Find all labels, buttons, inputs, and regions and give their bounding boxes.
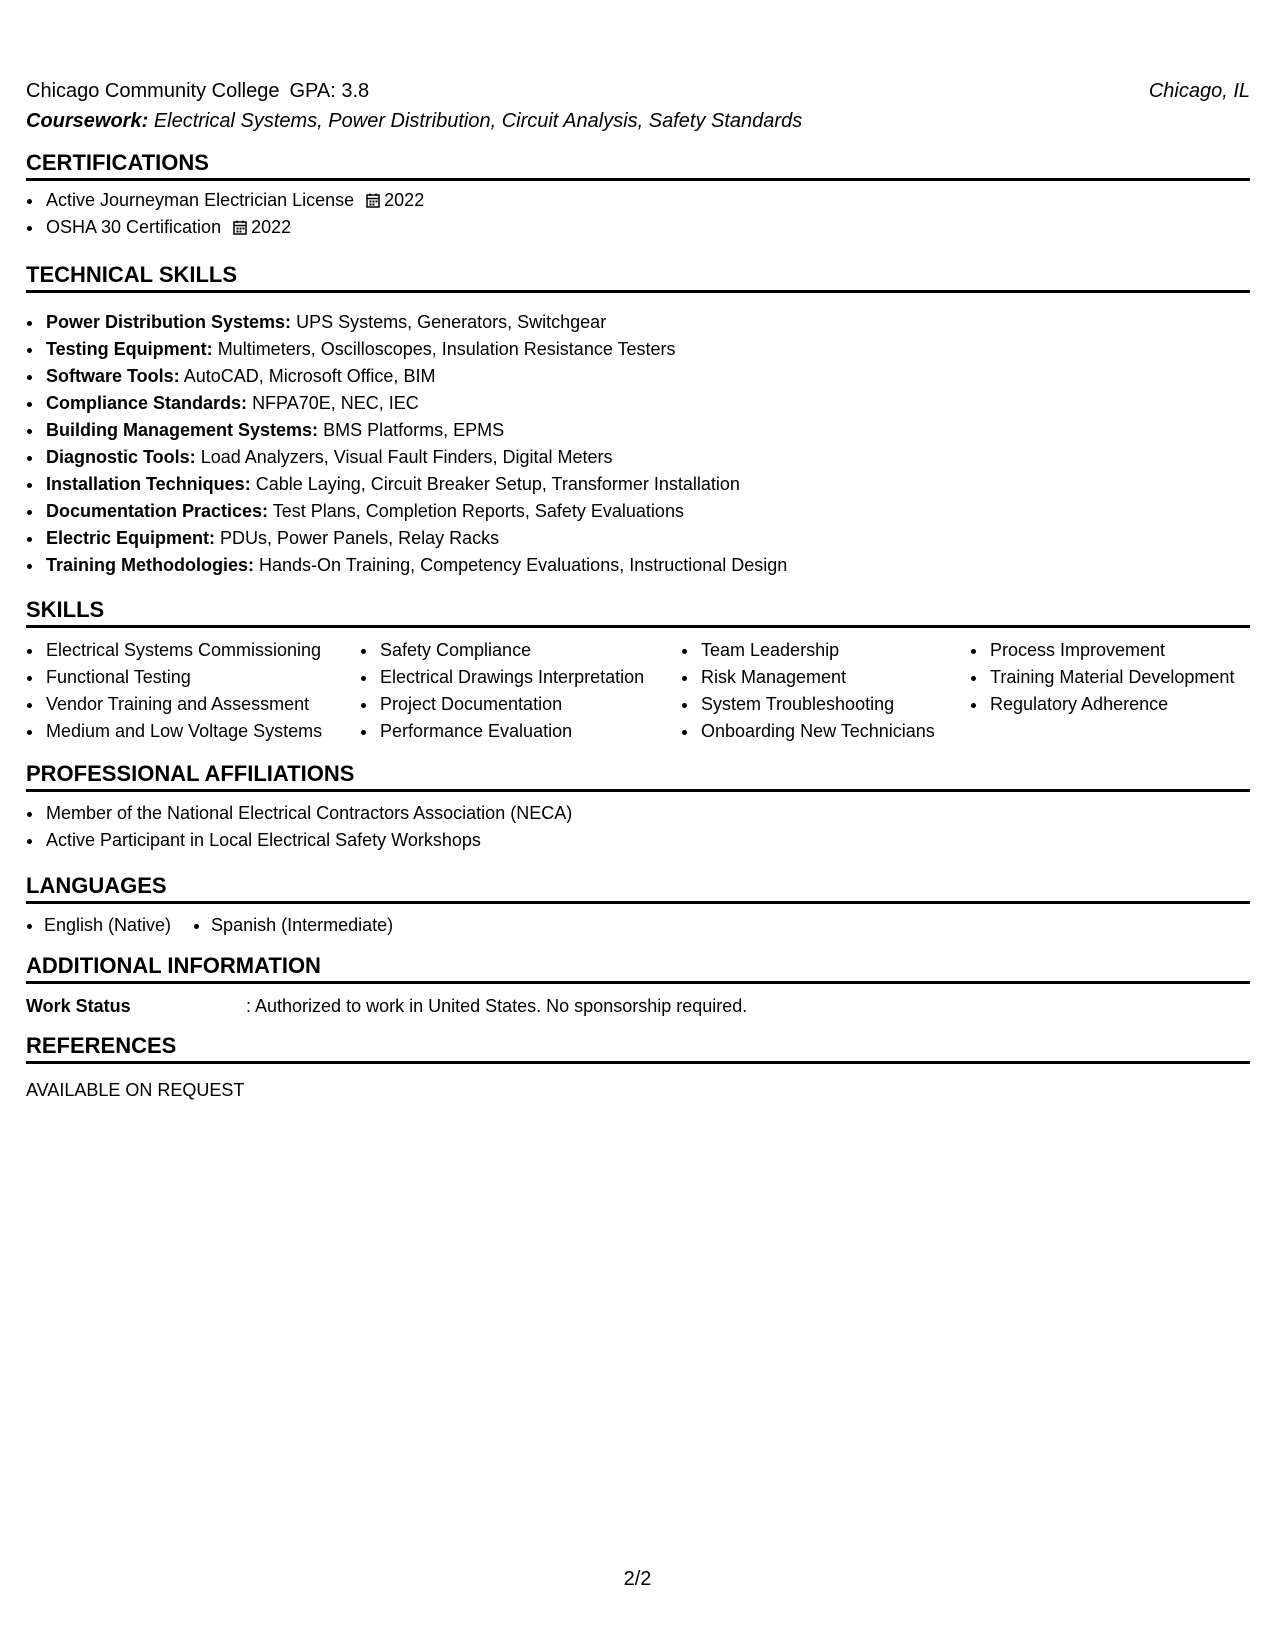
skill-value: Multimeters, Oscilloscopes, Insulation Resistance Testers <box>217 339 676 359</box>
section-title-references: REFERENCES <box>26 1032 1250 1064</box>
list-item: • Active Participant in Local Electrical Safety Workshops <box>44 827 572 854</box>
skill-value: Test Plans, Completion Reports, Safety Evaluations <box>272 501 684 521</box>
page-number: 2/2 <box>623 1568 652 1590</box>
list-item: • Safety Compliance <box>378 637 644 664</box>
skill-label: Power Distribution Systems: <box>46 312 292 332</box>
skills-column-4 <box>970 637 1234 718</box>
list-item: • Project Documentation <box>378 691 644 718</box>
list-item: • Process Improvement <box>988 637 1234 664</box>
school-name: Chicago Community College <box>26 80 280 102</box>
skill-value: Cable Laying, Circuit Breaker Setup, Transformer Installation <box>255 474 740 494</box>
affiliations-list <box>26 800 572 854</box>
skill-label: Compliance Standards: <box>46 393 248 413</box>
section-title-technical-skills: TECHNICAL SKILLS <box>26 261 1250 293</box>
skill-label: Documentation Practices: <box>46 501 269 521</box>
section-title-additional-information: ADDITIONAL INFORMATION <box>26 952 1250 984</box>
list-item <box>44 471 787 498</box>
certification-year: 2022 <box>251 217 292 237</box>
skill-value: NFPA70E, NEC, IEC <box>252 393 419 413</box>
skill-label: Diagnostic Tools: <box>46 447 196 467</box>
list-item <box>44 525 787 552</box>
coursework-text: Electrical Systems, Power Distribution, Circuit Analysis, Safety Standards <box>153 110 803 132</box>
list-item: • Electrical Systems Commissioning <box>44 637 322 664</box>
section-title-languages: LANGUAGES <box>26 872 1250 904</box>
skill-value: AutoCAD, Microsoft Office, BIM <box>183 366 436 386</box>
skill-value: BMS Platforms, EPMS <box>323 420 505 440</box>
list-item <box>44 336 787 363</box>
certification-name: OSHA 30 Certification <box>46 217 222 237</box>
school-location: Chicago, IL <box>1148 80 1250 102</box>
list-item: • English (Native) <box>44 912 171 939</box>
section-title-certifications: CERTIFICATIONS <box>26 149 1250 181</box>
skill-value: UPS Systems, Generators, Switchgear <box>296 312 607 332</box>
list-item: • Electrical Drawings Interpretation <box>378 664 644 691</box>
education-line <box>26 78 1250 104</box>
section-title-skills: SKILLS <box>26 596 1250 628</box>
skill-label: Software Tools: <box>46 366 180 386</box>
list-item <box>44 390 787 417</box>
list-item: • Regulatory Adherence <box>988 691 1234 718</box>
skill-label: Electric Equipment: <box>46 528 216 548</box>
list-item <box>44 498 787 525</box>
section-title-affiliations: PROFESSIONAL AFFILIATIONS <box>26 760 1250 792</box>
list-item: • Member of the National Electrical Contractors Association (NECA) <box>44 800 572 827</box>
list-item: • Vendor Training and Assessment <box>44 691 322 718</box>
coursework-label: Coursework: <box>26 110 149 132</box>
languages-list <box>26 912 393 939</box>
certification-year: 2022 <box>384 190 425 210</box>
list-item <box>44 444 787 471</box>
list-item <box>44 363 787 390</box>
work-status-label: Work Status <box>26 996 131 1016</box>
skill-label: Installation Techniques: <box>46 474 251 494</box>
skill-label: Training Methodologies: <box>46 555 254 575</box>
list-item: • Medium and Low Voltage Systems <box>44 718 322 745</box>
list-item <box>44 417 787 444</box>
list-item <box>44 214 424 241</box>
list-item: • Training Material Development <box>988 664 1234 691</box>
list-item: • Onboarding New Technicians <box>699 718 935 745</box>
references-text: AVAILABLE ON REQUEST <box>26 1080 245 1100</box>
certifications-list <box>26 187 424 241</box>
list-item: • Performance Evaluation <box>378 718 644 745</box>
skills-column-2 <box>360 637 644 745</box>
skill-label: Building Management Systems: <box>46 420 319 440</box>
skill-label: Testing Equipment: <box>46 339 213 359</box>
skill-value: PDUs, Power Panels, Relay Racks <box>220 528 500 548</box>
skill-value: Hands-On Training, Competency Evaluations, Instructional Design <box>259 555 788 575</box>
calendar-icon <box>233 220 247 235</box>
list-item <box>44 309 787 336</box>
skills-column-3 <box>681 637 935 745</box>
list-item: • Functional Testing <box>44 664 322 691</box>
language-group <box>26 912 171 939</box>
list-item <box>44 552 787 579</box>
certification-name: Active Journeyman Electrician License <box>46 190 355 210</box>
list-item: • Spanish (Intermediate) <box>211 912 393 939</box>
list-item: • Risk Management <box>699 664 935 691</box>
skills-column-1 <box>26 637 322 745</box>
skill-value: Load Analyzers, Visual Fault Finders, Digital Meters <box>200 447 613 467</box>
technical-skills-list <box>26 309 787 579</box>
list-item <box>44 187 424 214</box>
list-item: • Team Leadership <box>699 637 935 664</box>
language-group <box>193 912 393 939</box>
work-status-value: : Authorized to work in United States. No sponsorship required. <box>246 996 748 1016</box>
list-item: • System Troubleshooting <box>699 691 935 718</box>
calendar-icon <box>366 193 380 208</box>
coursework-line <box>26 108 802 134</box>
gpa: GPA: 3.8 <box>289 80 370 102</box>
